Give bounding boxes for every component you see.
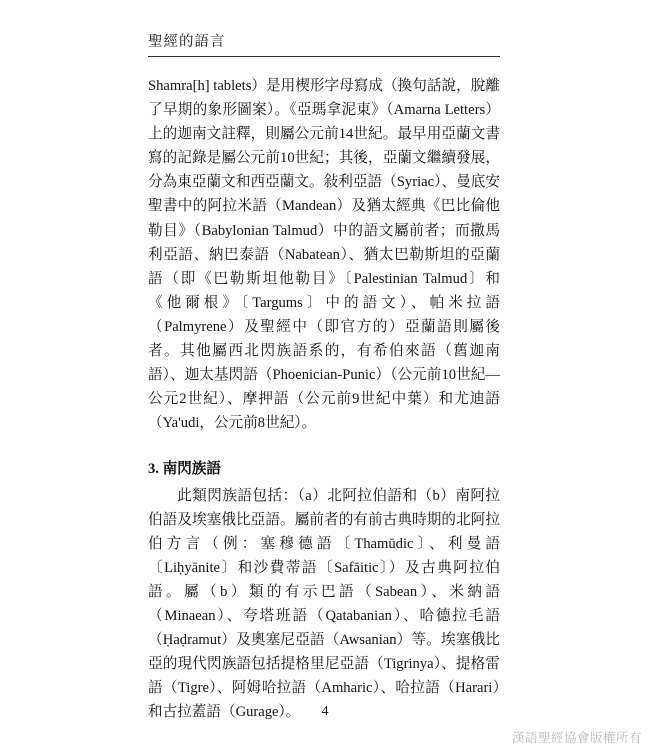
section-heading	[148, 457, 500, 481]
copyright-note: 漢語聖經協會版權所有	[511, 731, 642, 745]
section-number: 3.	[148, 461, 159, 478]
section-title: 南閃族語	[162, 461, 221, 478]
paragraph-continuation: Shamra[h] tablets）是用楔形字母寫成（換句話說，脫離了早期的象形圖案）。《亞瑪拿泥東》（Amarna Letters）上的迦南文註釋，則屬公元前14世紀。最早用亞蘭文書寫的記錄是屬公元前10世紀；其後，亞蘭文繼續發展，分為東亞蘭文和西亞蘭文。敍利亞語（Syriac）、曼底安聖書中的阿拉米語（Mandean）及猶太經典《巴比倫他勒目》（Babylonian Talmud）中的語文屬前者；而撒馬利亞語、納巴泰語（Nabatean）、猶太巴勒斯坦的亞蘭語（即《巴勒斯坦他勒目》〔Palestinian Talmud〕和《他爾根》〔Targums〕中的語文）、帕米拉語（Palmyrene）及聖經中（即官方的）亞蘭語則屬後者。其他屬西北閃族語系的，有希伯來語（舊迦南語）、迦太基閃語（Phoenician-Punic）（公元前10世紀—公元2世紀）、摩押語（公元前9世紀中葉）和尤迪語（Ya'udi，公元前8世紀）。	[148, 78, 500, 432]
running-header: 聖經的語言	[148, 34, 226, 50]
paragraph-section-body: 此類閃族語包括：（a）北阿拉伯語和（b）南阿拉伯語及埃塞俄比亞語。屬前者的有前古典時期的北阿拉伯方言（例：塞穆德語〔Thamūdic〕、利曼語〔Liḥyānite〕和沙費蒂語〔Safāitic〕）及古典阿拉伯語。屬（b）類的有示巴語（Sabean）、米納語（Minaean）、夸塔班語（Qatabanian）、哈德拉毛語（Ḥaḍramut）及奧塞尼亞語（Awsanian）等。埃塞俄比亞的現代閃族語包括提格里尼亞語（Tigrinya）、提格雷語（Tigre）、阿姆哈拉語（Amharic）、哈拉語（Harari）和古拉蓋語（Gurage）。	[148, 487, 500, 721]
page-number: 4	[321, 704, 329, 719]
header-divider	[148, 56, 500, 57]
page-content	[148, 74, 500, 724]
